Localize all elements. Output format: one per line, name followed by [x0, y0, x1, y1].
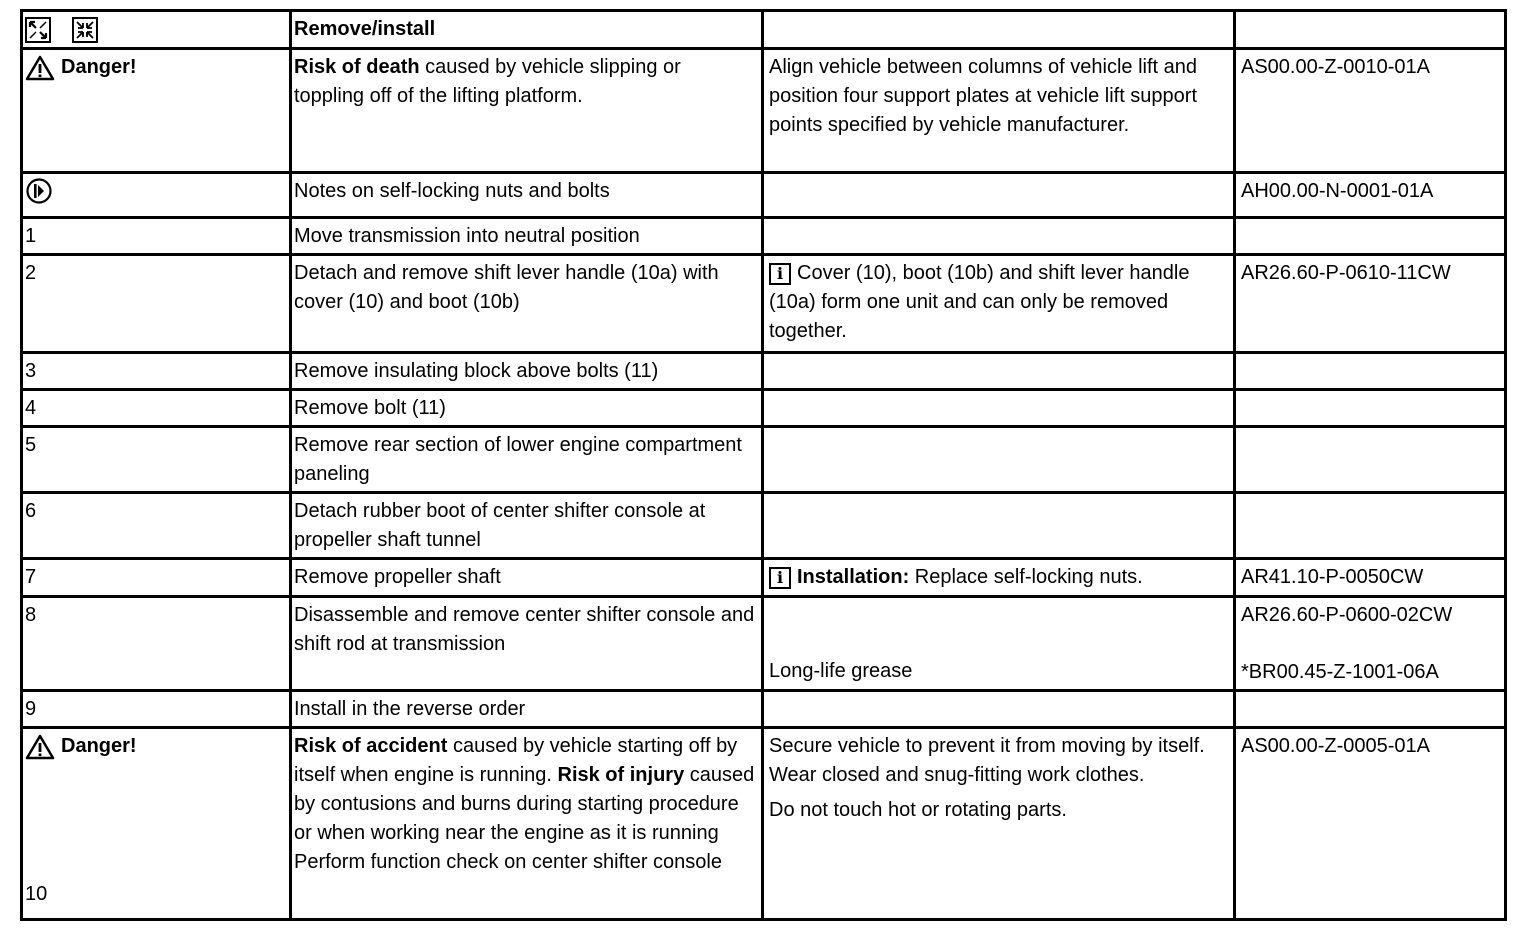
step-text: Remove insulating block above bolts (11): [291, 353, 763, 390]
step-text: Remove rear section of lower engine compartment paneling: [291, 427, 763, 493]
step-text: Notes on self-locking nuts and bolts: [291, 173, 763, 218]
expand-icon[interactable]: [25, 17, 51, 43]
step-number: 4: [22, 390, 291, 427]
danger-note-cell: Align vehicle between columns of vehicle lift and position four support plates at vehicle lift support points specified by vehicle manufacturer.: [763, 49, 1235, 173]
risk-bold-2: Risk of injury: [557, 764, 685, 786]
danger-text-cell: [291, 49, 763, 173]
risk-text-2: caused by contusions and burns during starting procedure or when working near the engine as it is running: [294, 764, 755, 844]
warning-triangle-icon: [25, 55, 55, 81]
step-text: Install in the reverse order: [291, 691, 763, 728]
step-number: 5: [22, 427, 291, 493]
info-icon: i: [769, 567, 791, 589]
danger-label: Danger!: [61, 735, 137, 757]
danger-text-cell: [291, 728, 763, 920]
self-locking-nut-icon: [25, 177, 53, 205]
notes-icon-cell: [22, 173, 291, 218]
table-row: [22, 597, 1506, 691]
empty-ref: [1235, 218, 1506, 255]
info-icon: i: [769, 263, 791, 285]
ref-link[interactable]: AR26.60-P-0610-11CW: [1235, 255, 1506, 353]
table-row: [22, 691, 1506, 728]
step-text: Perform function check on center shifter console: [294, 851, 722, 873]
header-empty-1: [763, 11, 1235, 49]
empty-ref: [1235, 353, 1506, 390]
table-row: [22, 173, 1506, 218]
danger-note-cell: [763, 728, 1235, 920]
table-row: [22, 49, 1506, 173]
table-row: [22, 728, 1506, 920]
empty-note: [763, 427, 1235, 493]
warning-triangle-icon: [25, 734, 55, 760]
ref-cell: [1235, 597, 1506, 691]
header-empty-2: [1235, 11, 1506, 49]
empty-ref: [1235, 691, 1506, 728]
risk-bold: Risk of accident: [294, 735, 448, 757]
step-number: 8: [22, 597, 291, 691]
empty-ref: [1235, 493, 1506, 559]
danger-label-cell: [22, 728, 291, 920]
ref-link-grease[interactable]: *BR00.45-Z-1001-06A: [1241, 661, 1439, 683]
step-text: Remove bolt (11): [291, 390, 763, 427]
note-secure: Secure vehicle to prevent it from moving by itself.: [769, 735, 1205, 757]
step-number: 10: [25, 883, 48, 905]
info-note-cell: [763, 559, 1235, 597]
ref-link[interactable]: AH00.00-N-0001-01A: [1235, 173, 1506, 218]
installation-text: Replace self-locking nuts.: [909, 566, 1143, 588]
step-number: 7: [22, 559, 291, 597]
header-title: Remove/install: [291, 11, 763, 49]
empty-note: [763, 218, 1235, 255]
header-icons-cell: [22, 11, 291, 49]
step-number: 3: [22, 353, 291, 390]
info-note-text: Cover (10), boot (10b) and shift lever handle (10a) form one unit and can only be removed together.: [769, 262, 1190, 342]
empty-note: [763, 493, 1235, 559]
info-note-cell: [763, 255, 1235, 353]
collapse-icon[interactable]: [72, 17, 98, 43]
ref-link[interactable]: AS00.00-Z-0005-01A: [1235, 728, 1506, 920]
step-number: 1: [22, 218, 291, 255]
empty-note: [763, 390, 1235, 427]
table-row: [22, 218, 1506, 255]
empty-note: [763, 691, 1235, 728]
step-text: Detach and remove shift lever handle (10a) with cover (10) and boot (10b): [291, 255, 763, 353]
procedure-table: [20, 9, 1507, 921]
step-number: 9: [22, 691, 291, 728]
note-clothes: Wear closed and snug-fitting work clothes.: [769, 764, 1145, 786]
installation-label: Installation:: [797, 566, 910, 588]
risk-text: caused by vehicle slipping or toppling off of the lifting platform.: [294, 56, 681, 107]
danger-label-cell: [22, 49, 291, 173]
empty-ref: [1235, 427, 1506, 493]
step-text: Move transmission into neutral position: [291, 218, 763, 255]
empty-note: [763, 353, 1235, 390]
table-row: [22, 427, 1506, 493]
step-text: Detach rubber boot of center shifter console at propeller shaft tunnel: [291, 493, 763, 559]
step-number: 6: [22, 493, 291, 559]
empty-note: [763, 173, 1235, 218]
table-row: [22, 559, 1506, 597]
table-row: [22, 353, 1506, 390]
table-row: [22, 493, 1506, 559]
table-row: [22, 255, 1506, 353]
grease-note-cell: [763, 597, 1235, 691]
risk-text: caused by vehicle starting off by itself when engine is running.: [294, 735, 738, 786]
ref-link[interactable]: AR41.10-P-0050CW: [1235, 559, 1506, 597]
risk-bold: Risk of death: [294, 56, 420, 78]
ref-link[interactable]: AR26.60-P-0600-02CW: [1241, 604, 1453, 626]
header-row: [22, 11, 1506, 49]
note-touch: Do not touch hot or rotating parts.: [769, 799, 1067, 821]
table-row: [22, 390, 1506, 427]
step-text: Remove propeller shaft: [291, 559, 763, 597]
grease-note: Long-life grease: [769, 660, 913, 682]
step-text: Disassemble and remove center shifter console and shift rod at transmission: [291, 597, 763, 691]
empty-ref: [1235, 390, 1506, 427]
ref-link[interactable]: AS00.00-Z-0010-01A: [1235, 49, 1506, 173]
step-number: 2: [22, 255, 291, 353]
danger-label: Danger!: [61, 56, 137, 78]
